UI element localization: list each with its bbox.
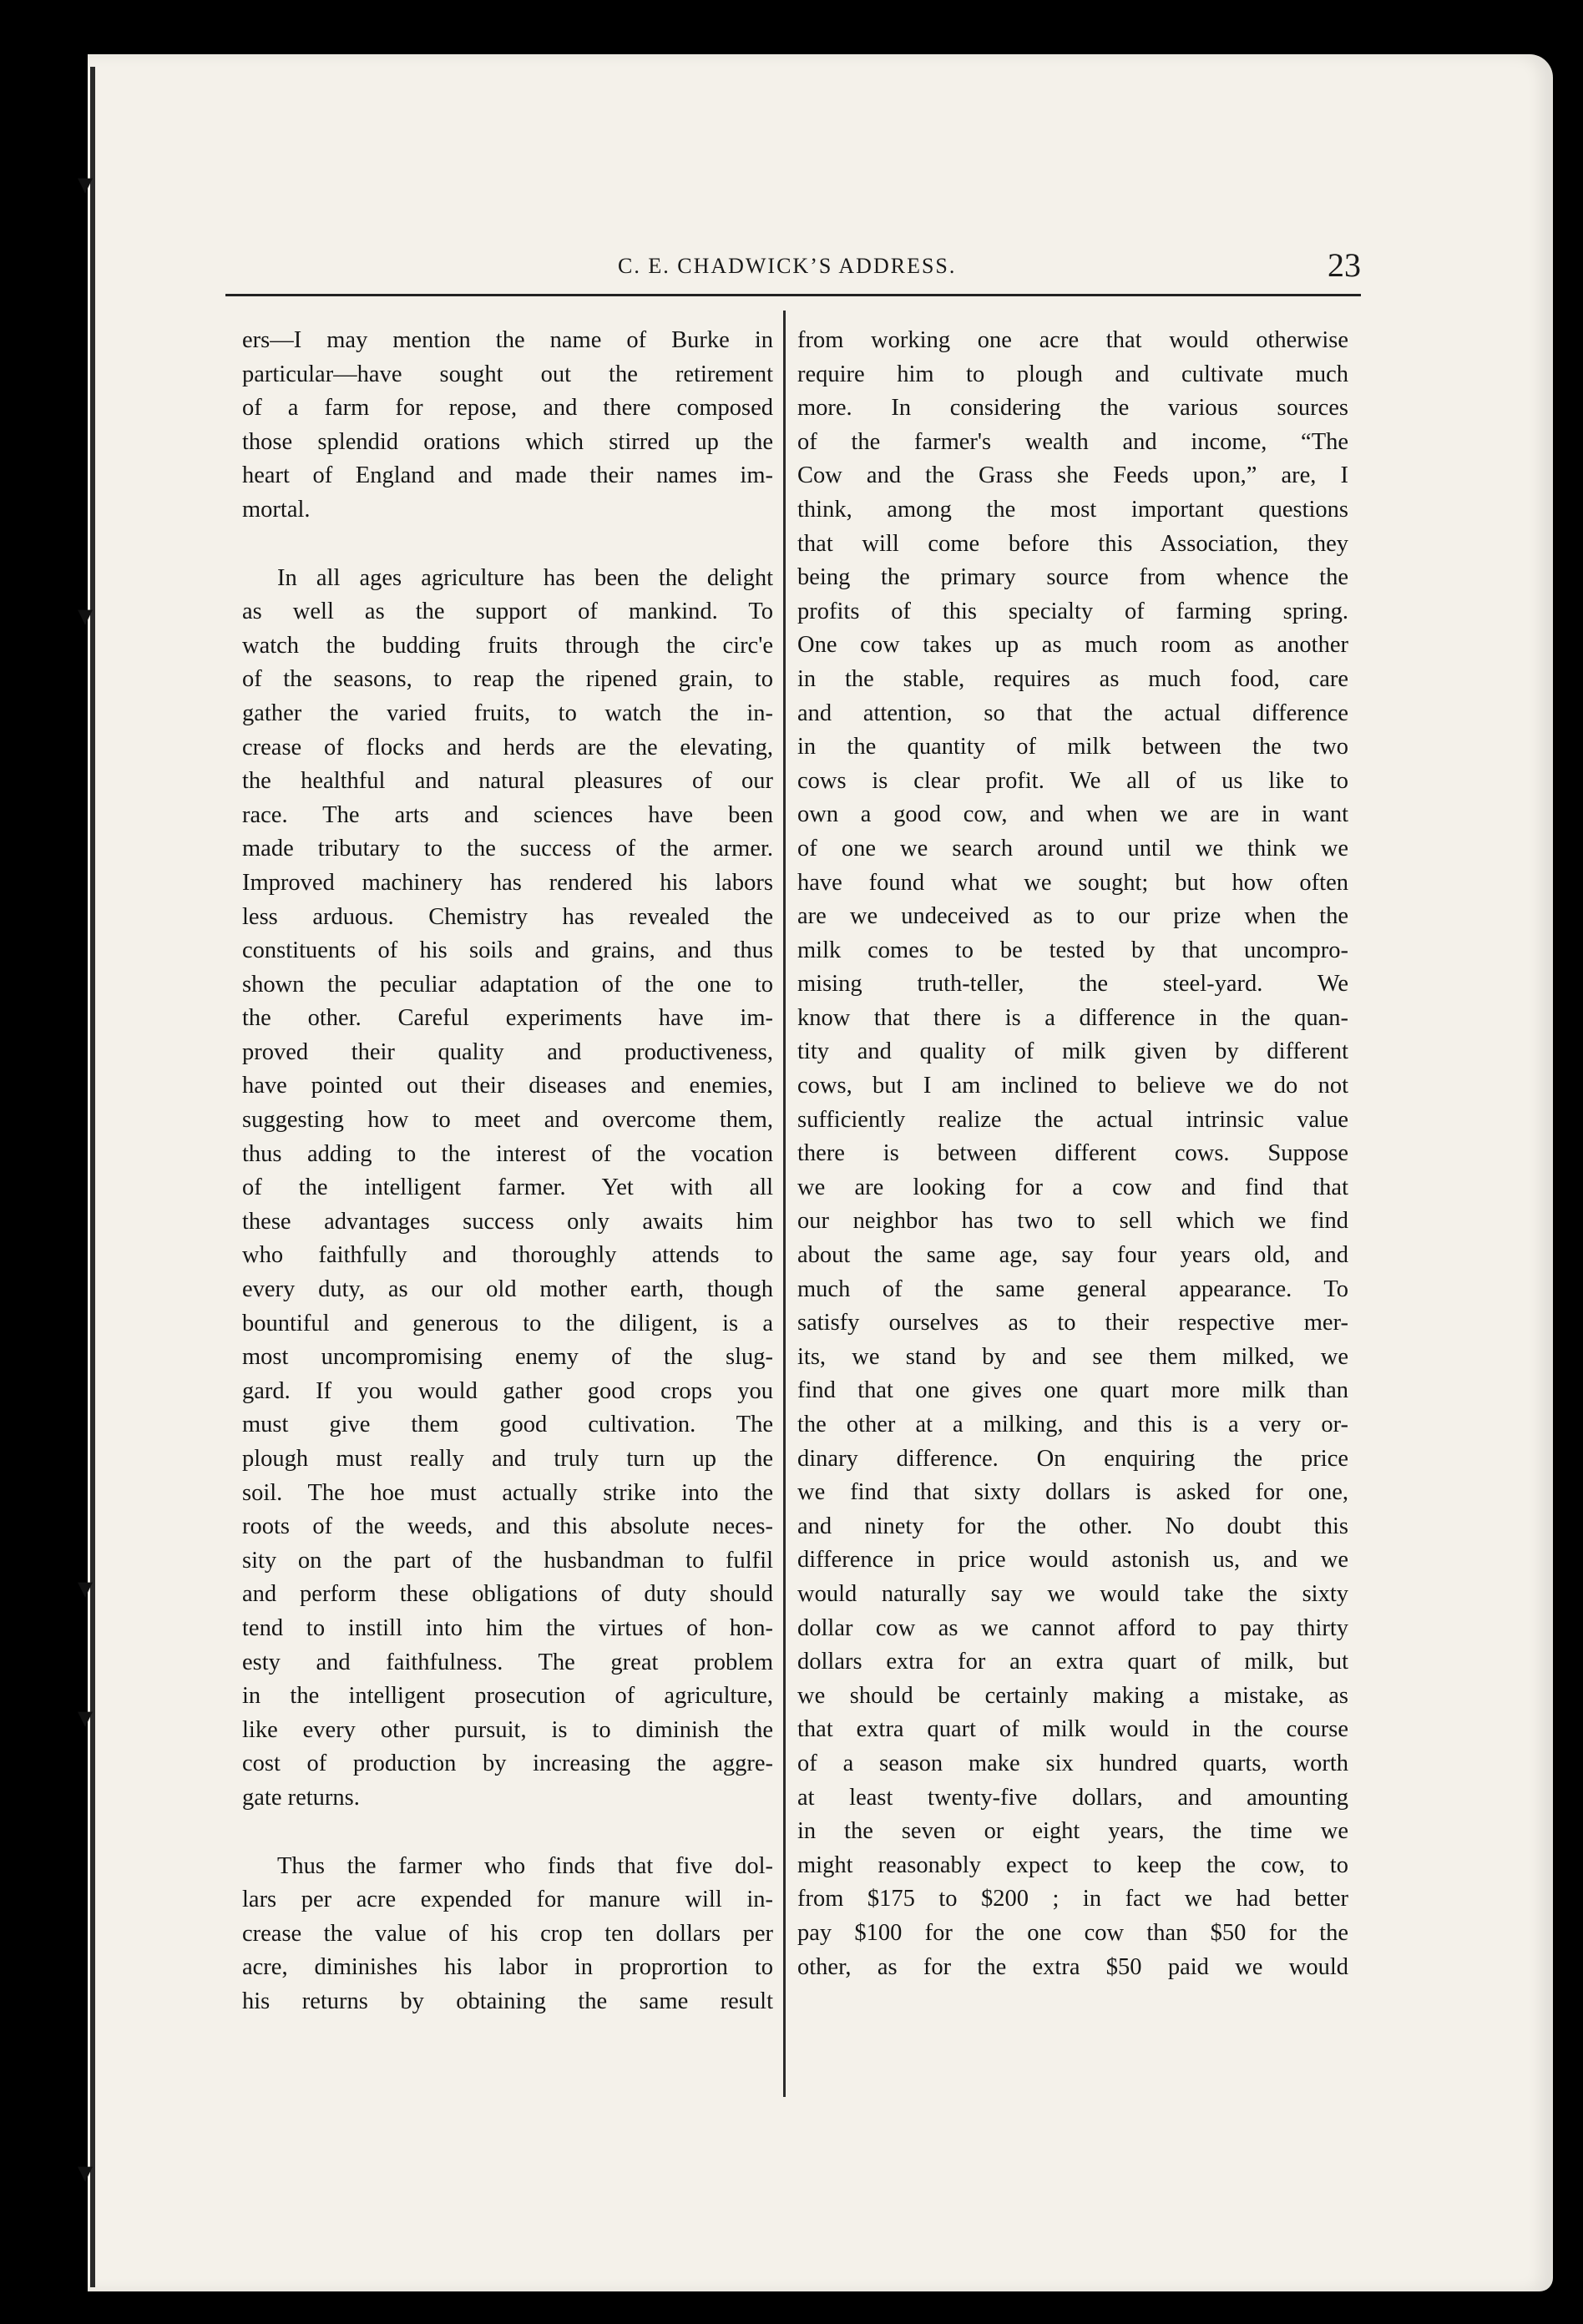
binding-stitch-mark: ▾ bbox=[78, 2155, 94, 2190]
text-line: own a good cow, and when we are in want bbox=[797, 801, 1348, 828]
text-line: the other. Careful experiments have im- bbox=[242, 1005, 773, 1032]
text-line: dinary difference. On enquiring the price bbox=[797, 1445, 1348, 1472]
text-line: pay $100 for the one cow than $50 for the bbox=[797, 1919, 1348, 1946]
text-line: of the farmer's wealth and income, “The bbox=[797, 428, 1348, 455]
text-line: dollars extra for an extra quart of milk, but bbox=[797, 1649, 1348, 1675]
text-line: plough must really and truly turn up the bbox=[242, 1446, 773, 1472]
text-line: in the stable, requires as much food, care bbox=[797, 665, 1348, 692]
left-column bbox=[242, 324, 773, 2019]
text-line: think, among the most important questions bbox=[797, 496, 1348, 523]
text-line: roots of the weeds, and this absolute neces- bbox=[242, 1513, 773, 1540]
text-line: Thus the farmer who finds that five dol- bbox=[277, 1852, 773, 1879]
text-line: constituents of his soils and grains, and thus bbox=[242, 937, 773, 964]
column-divider bbox=[783, 311, 786, 2097]
text-line: mising truth-teller, the steel-yard. We bbox=[797, 971, 1348, 998]
text-line: tend to instill into him the virtues of hon- bbox=[242, 1614, 773, 1641]
text-line: other, as for the extra $50 paid we would bbox=[797, 1953, 1348, 1980]
text-line: ers—I may mention the name of Burke in bbox=[242, 327, 773, 353]
text-line: proved their quality and productiveness, bbox=[242, 1038, 773, 1065]
text-line: In all ages agriculture has been the delight bbox=[277, 564, 773, 591]
text-line: sufficiently realize the actual intrinsic value bbox=[797, 1106, 1348, 1133]
text-line: One cow takes up as much room as another bbox=[797, 632, 1348, 659]
binding-stitch-mark: ▾ bbox=[78, 167, 94, 201]
text-line: thus adding to the interest of the vocation bbox=[242, 1140, 773, 1167]
text-line: most uncompromising enemy of the slug- bbox=[242, 1344, 773, 1371]
text-line: Cow and the Grass she Feeds upon,” are, I bbox=[797, 462, 1348, 489]
text-line: gard. If you would gather good crops you bbox=[242, 1377, 773, 1404]
text-line: cows is clear profit. We all of us like to bbox=[797, 767, 1348, 794]
text-line: the other at a milking, and this is a very or- bbox=[797, 1412, 1348, 1437]
text-line: of a season make six hundred quarts, worth bbox=[797, 1750, 1348, 1776]
text-line: sity on the part of the husbandman to fulfil bbox=[242, 1547, 773, 1574]
text-line: have pointed out their diseases and enemies, bbox=[242, 1073, 773, 1099]
text-line: from $175 to $200 ; in fact we had better bbox=[797, 1886, 1348, 1912]
text-line: shown the peculiar adaptation of the one to bbox=[242, 971, 773, 998]
text-line: milk comes to be tested by that uncompro- bbox=[797, 937, 1348, 963]
binding-stitch-mark: ▾ bbox=[78, 1700, 94, 1735]
text-line: satisfy ourselves as to their respective mer- bbox=[797, 1310, 1348, 1336]
text-line: being the primary source from whence the bbox=[797, 564, 1348, 591]
text-line: of the seasons, to reap the ripened grain, to bbox=[242, 666, 773, 693]
text-line: require him to plough and cultivate much bbox=[797, 361, 1348, 387]
paragraph bbox=[242, 324, 773, 528]
text-line: like every other pursuit, is to diminish the bbox=[242, 1716, 773, 1743]
text-line: much of the same general appearance. To bbox=[797, 1276, 1348, 1302]
text-line: those splendid orations which stirred up the bbox=[242, 428, 773, 455]
text-line: more. In considering the various sources bbox=[797, 395, 1348, 422]
binding-gutter bbox=[90, 67, 95, 2287]
text-line: of the intelligent farmer. Yet with all bbox=[242, 1175, 773, 1201]
text-line: race. The arts and sciences have been bbox=[242, 801, 773, 828]
text-line: at least twenty-five dollars, and amounting bbox=[797, 1784, 1348, 1811]
text-line: find that one gives one quart more milk than bbox=[797, 1377, 1348, 1404]
page-number: 23 bbox=[1328, 246, 1361, 284]
text-line: crease the value of his crop ten dollars per bbox=[242, 1920, 773, 1947]
text-line: heart of England and made their names im- bbox=[242, 462, 773, 489]
text-line: from working one acre that would otherwise bbox=[797, 327, 1348, 353]
text-line: we are looking for a cow and find that bbox=[797, 1174, 1348, 1200]
binding-stitch-mark: ▾ bbox=[78, 599, 94, 633]
paragraph bbox=[242, 562, 773, 1816]
right-column bbox=[797, 324, 1348, 1984]
text-line: would naturally say we would take the sixty bbox=[797, 1580, 1348, 1607]
binding-stitch-mark: ▾ bbox=[78, 1571, 94, 1605]
text-line: its, we stand by and see them milked, we bbox=[797, 1343, 1348, 1370]
text-line: gather the varied fruits, to watch the in- bbox=[242, 700, 773, 726]
text-line: made tributary to the success of the armer. bbox=[242, 836, 773, 862]
running-title: C. E. CHADWICK’S ADDRESS. bbox=[618, 254, 957, 278]
text-line: gate returns. bbox=[242, 1784, 360, 1811]
text-line: the healthful and natural pleasures of our bbox=[242, 768, 773, 795]
text-line: soil. The hoe must actually strike into the bbox=[242, 1479, 773, 1506]
text-line: and attention, so that the actual difference bbox=[797, 700, 1348, 726]
text-line: profits of this specialty of farming spring. bbox=[797, 598, 1348, 624]
text-line: that extra quart of milk would in the course bbox=[797, 1716, 1348, 1743]
text-line: as well as the support of mankind. To bbox=[242, 599, 773, 625]
text-line: suggesting how to meet and overcome them, bbox=[242, 1107, 773, 1134]
text-line: in the intelligent prosecution of agriculture, bbox=[242, 1683, 773, 1710]
text-line: that will come before this Association, they bbox=[797, 530, 1348, 557]
text-line: these advantages success only awaits him bbox=[242, 1208, 773, 1235]
text-line: have found what we sought; but how often bbox=[797, 869, 1348, 896]
text-line: know that there is a difference in the quan- bbox=[797, 1004, 1348, 1031]
text-line: tity and quality of milk given by different bbox=[797, 1038, 1348, 1065]
text-line: in the seven or eight years, the time we bbox=[797, 1818, 1348, 1845]
text-line: esty and faithfulness. The great problem bbox=[242, 1649, 773, 1675]
text-line: cows, but I am inclined to believe we do not bbox=[797, 1073, 1348, 1099]
text-line: lars per acre expended for manure will in- bbox=[242, 1887, 773, 1913]
text-line: crease of flocks and herds are the elevating, bbox=[242, 734, 773, 760]
text-line: cost of production by increasing the aggre- bbox=[242, 1751, 773, 1777]
text-line: less arduous. Chemistry has revealed the bbox=[242, 903, 773, 930]
text-line: about the same age, say four years old, and bbox=[797, 1242, 1348, 1269]
text-line: every duty, as our old mother earth, though bbox=[242, 1276, 773, 1303]
text-line: who faithfully and thoroughly attends to bbox=[242, 1242, 773, 1269]
paragraph bbox=[797, 324, 1348, 1984]
paragraph bbox=[242, 1850, 773, 2019]
text-line: must give them good cultivation. The bbox=[242, 1412, 773, 1438]
text-line: and ninety for the other. No doubt this bbox=[797, 1513, 1348, 1539]
text-line: we find that sixty dollars is asked for one, bbox=[797, 1479, 1348, 1506]
text-line: are we undeceived as to our prize when the bbox=[797, 903, 1348, 930]
text-line: our neighbor has two to sell which we find bbox=[797, 1208, 1348, 1235]
text-line: acre, diminishes his labor in proprortion to bbox=[242, 1954, 773, 1981]
text-line: and perform these obligations of duty should bbox=[242, 1581, 773, 1608]
text-line: bountiful and generous to the diligent, is a bbox=[242, 1310, 773, 1336]
text-line: dollar cow as we cannot afford to pay thirty bbox=[797, 1614, 1348, 1641]
text-line: his returns by obtaining the same result bbox=[242, 1988, 773, 2014]
text-line: of one we search around until we think we bbox=[797, 835, 1348, 861]
text-line: watch the budding fruits through the circ'e bbox=[242, 632, 773, 659]
text-line: in the quantity of milk between the two bbox=[797, 734, 1348, 760]
text-line: difference in price would astonish us, and we bbox=[797, 1547, 1348, 1574]
page-header bbox=[225, 244, 1361, 296]
text-line: mortal. bbox=[242, 496, 311, 523]
text-line: of a farm for repose, and there composed bbox=[242, 395, 773, 422]
text-line: there is between different cows. Suppose bbox=[797, 1140, 1348, 1167]
text-line: we should be certainly making a mistake, as bbox=[797, 1682, 1348, 1709]
text-line: might reasonably expect to keep the cow, to bbox=[797, 1852, 1348, 1878]
text-line: particular—have sought out the retirement bbox=[242, 361, 773, 387]
text-line: Improved machinery has rendered his labors bbox=[242, 869, 773, 896]
